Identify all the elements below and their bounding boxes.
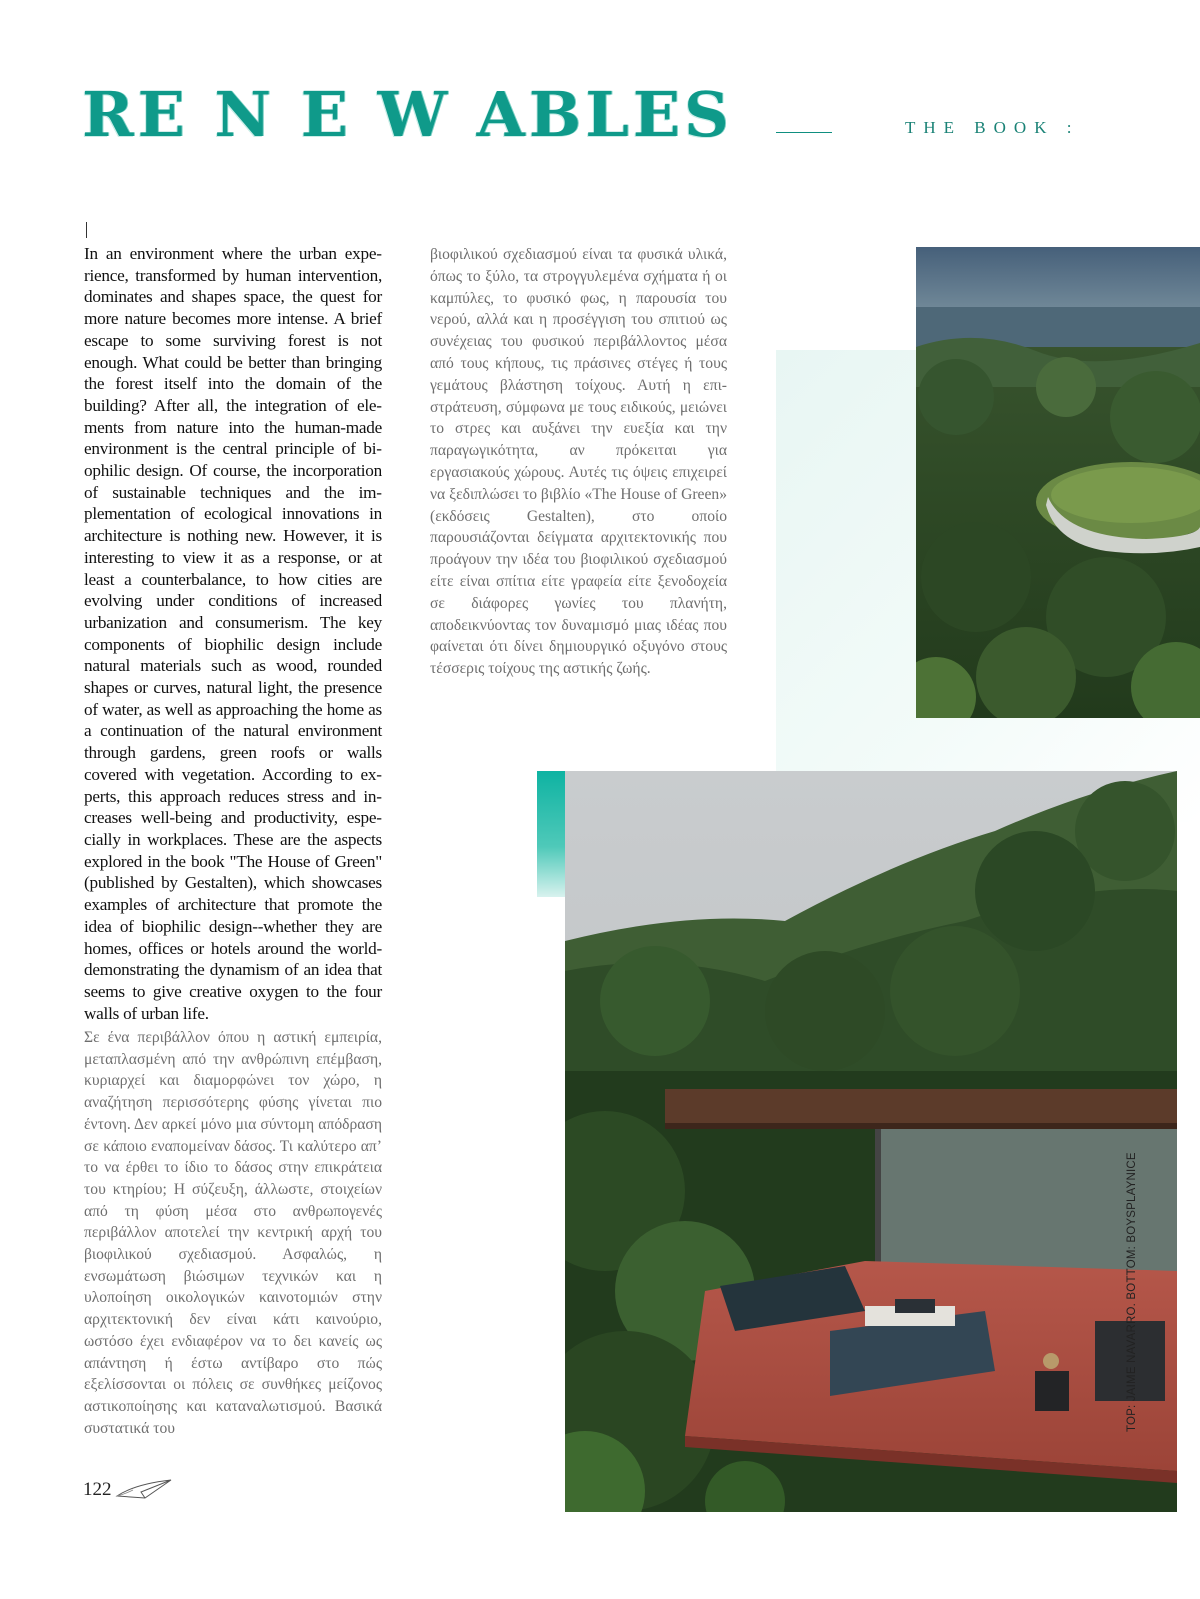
photo-top-green-roof-house: [916, 247, 1200, 718]
article-greek-column-1: Σε ένα περιβάλλον όπου η αστική εμπειρία, μεταπλασμένη από την ανθρώπινη επέμβαση, κυριαρχεί και διαμορφώνει τον χώρο, η αναζήτηση περισσότερης φύσης γίνεται πιο έντονη. Δεν αρκεί μόνο μια σύντομη απόδραση σε κάποιο εναπομείναν δάσος. Τι καλύτερο απ’ το να έρθει το ίδιο το δάσος στην επικράτεια του κτηρίου; Η σύζευξη, άλλωστε, στοιχείων από τη φύση μέσα στο ανθρωπογενές περιβάλλον αποτελεί την κεντρική αρχή του βιοφιλικού σχεδιασμού. Ασφαλώς, η ενσωμάτωση βιώσιμων τεχνικών και η υλοποίηση οικολογικών καινοτομιών στην αρχιτεκτονική δεν είναι κάτι καινούριο, ωστόσο έχει ενδιαφέρον να το δει κανείς ως απάντηση ή έστω αντίβαρο στο πώς εξελίσσονται οι πόλεις σε συνθήκες μείζονος αστικοποίησης και καταναλωτισμού. Βασικά συστατικά του: [84, 1029, 382, 1437]
photo-credit: TOP: JAIME NAVARRO. BOTTOM: BOYSPLAYNICE: [1126, 1152, 1138, 1432]
article-english-column: In an environment where the urban experience, transformed by human intervention, dominates and shapes space, the quest for more nature becomes more intense. A brief escape to some surviving forest is not enough. What could be better than bringing the forest itself into the domain of the building? After all, the integration of elements from nature into the human-made environment is the central principle of biophilic design. Of course, the incorporation of sustainable techniques and the implementation of ecological innovations in architecture is nothing new. However, it is interesting to view it as a response, or at least a counterbalance, to how cities are evolving under conditions of increased urbanization and consumerism. The key components of biophilic design include natural materials such as wood, rounded shapes or curves, natural light, the presence of water, as well as approaching the home as a continuation of the natural environment through gardens, green roofs or walls covered with vegetation. According to experts, this approach reduces stress and increases well-being and productivity, especially in workplaces. These are the aspects explored in the book "The House of Green" (published by Gestalten), which showcases examples of architecture that promote the idea of biophilic design--whether they are homes, offices or hotels around the world-demonstrating the dynamism of an idea that seems to give creative oxygen to the four walls of urban life.: [84, 244, 382, 1023]
article-greek-column-2: βιοφιλικού σχεδιασμού είναι τα φυσικά υλικά, όπως το ξύλο, τα στρογγυλεμένα σχήματα ή οι καμπύλες, το φυσικό φως, η παρουσία του νερού, αλλά και η προσέγγιση του σπιτιού ως συνέχειας του φυσικού περιβάλλοντος μέσα από τους κήπους, τις πράσινες στέγες ή τους γεμάτους βλάστηση τοίχους. Αυτή η επιστράτευση, σύμφωνα με τους ειδικούς, μειώνει το στρες και αυξάνει την ευεξία και την παραγωγικότητα, αν πρόκειται για εργασιακούς χώρους. Αυτές τις όψεις επιχειρεί να ξεδιπλώσει το βιβλίο «The House of Green» (εκδόσεις Gestalten), στο οποίο παρουσιάζονται δείγματα αρχιτεκτονικής που προάγουν την ιδέα του βιοφιλικού σχεδιασμού είτε είναι σπίτια είτε γραφεία είτε ξενοδοχεία σε διάφορες γωνίες του πλανήτη, αποδεικνύοντας τον δυναμισμό μιας ιδέας που φαίνεται ότι δίνει δημιουργικό οξυγόνο στους τέσσερις τοίχους της αστικής ζωής.: [430, 246, 727, 678]
section-kicker: THE BOOK :: [905, 118, 1080, 137]
page-number: 122: [83, 1479, 112, 1500]
text-cursor: [86, 222, 87, 238]
header-rule: [776, 132, 832, 133]
section-title: RE N E W ABLES: [82, 78, 733, 151]
photo-bottom-jungle-pavilion: [565, 771, 1177, 1512]
paper-plane-icon: [115, 1478, 175, 1502]
teal-accent-bar: [537, 771, 565, 897]
